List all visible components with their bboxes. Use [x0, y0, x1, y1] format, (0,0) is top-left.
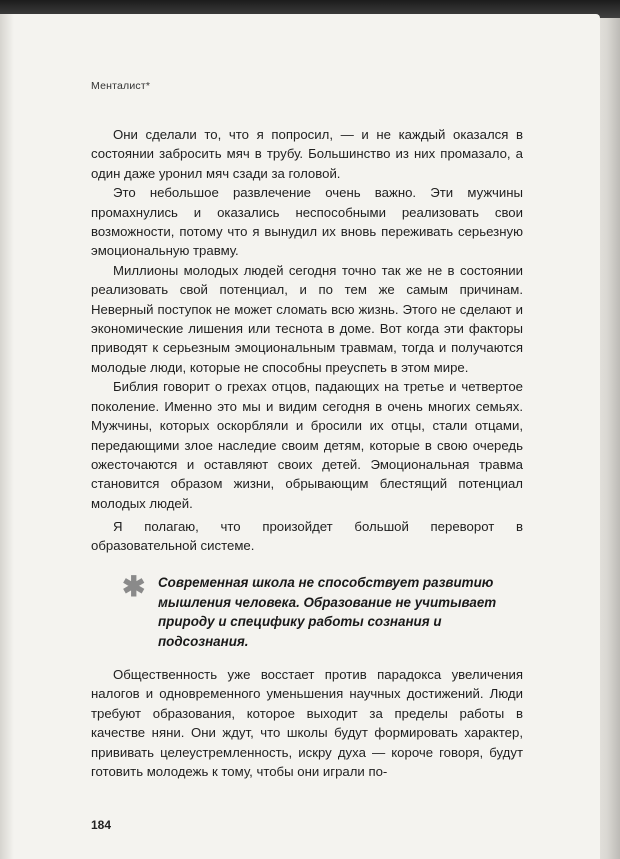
paragraph: Библия говорит о грехах отцов, падающих на третье и четвертое поколение. Именно это мы и видим сегодня в очень многих семьях. Мужчины, которых оскорбляли и бросили их отцы, стали отцами, передающими злое наследие своим детям, которые в свою очередь ожесточаются и оставляют своих детей. Эмоциональная травма становится образом жизни, обрывающим блестящий потенциал молодых людей.: [91, 379, 523, 511]
callout-text: Современная школа не способствует развитию мышления человека. Образование не учитывает природу и специфику работы сознания и подсознания.: [158, 575, 497, 649]
page-number: 184: [91, 818, 112, 832]
paragraph: Они сделали то, что я попросил, — и не каждый оказался в состоянии забросить мяч в трубу. Большинство из них промазало, а один даже уронил мяч сзади за головой.: [91, 127, 523, 181]
running-head: Менталист*: [91, 80, 151, 92]
body-text-block-3: [91, 665, 523, 781]
paragraph: Это небольшое развлечение очень важно. Эти мужчины промахнулись и оказались неспособными реализовать свои возможности, потому что я вынудил их вновь переживать серьезную эмоциональную травму.: [91, 185, 523, 259]
paragraph: Я полагаю, что произойдет большой переворот в образовательной системе.: [91, 519, 523, 554]
body-text-block-2: [91, 517, 523, 556]
body-text-block-1: [91, 125, 523, 513]
paragraph: Миллионы молодых людей сегодня точно так же не в состоянии реализовать свой потенциал, и по тем же самым причинам. Неверный поступок не может сломать всю жизнь. Этого не сделают и экономические лишения или теснота в доме. Вот когда эти факторы приводят к серьезным эмоциональным травмам, тогда и получаются молодые люди, которые не способны преуспеть в этом мире.: [91, 262, 523, 375]
page-gutter-shadow: [0, 14, 14, 859]
asterisk-icon: ✱: [122, 571, 146, 602]
paragraph: Общественность уже восстает против парадокса увеличения налогов и одновременного уменьшения научных достижений. Люди требуют образования, которое выходит за пределы работы в качестве няни. Они ждут, что школы будут формировать характер, прививать целеустремленность, искру духа — короче говоря, будут готовить молодежь к тому, чтобы они играли по-: [91, 667, 523, 780]
